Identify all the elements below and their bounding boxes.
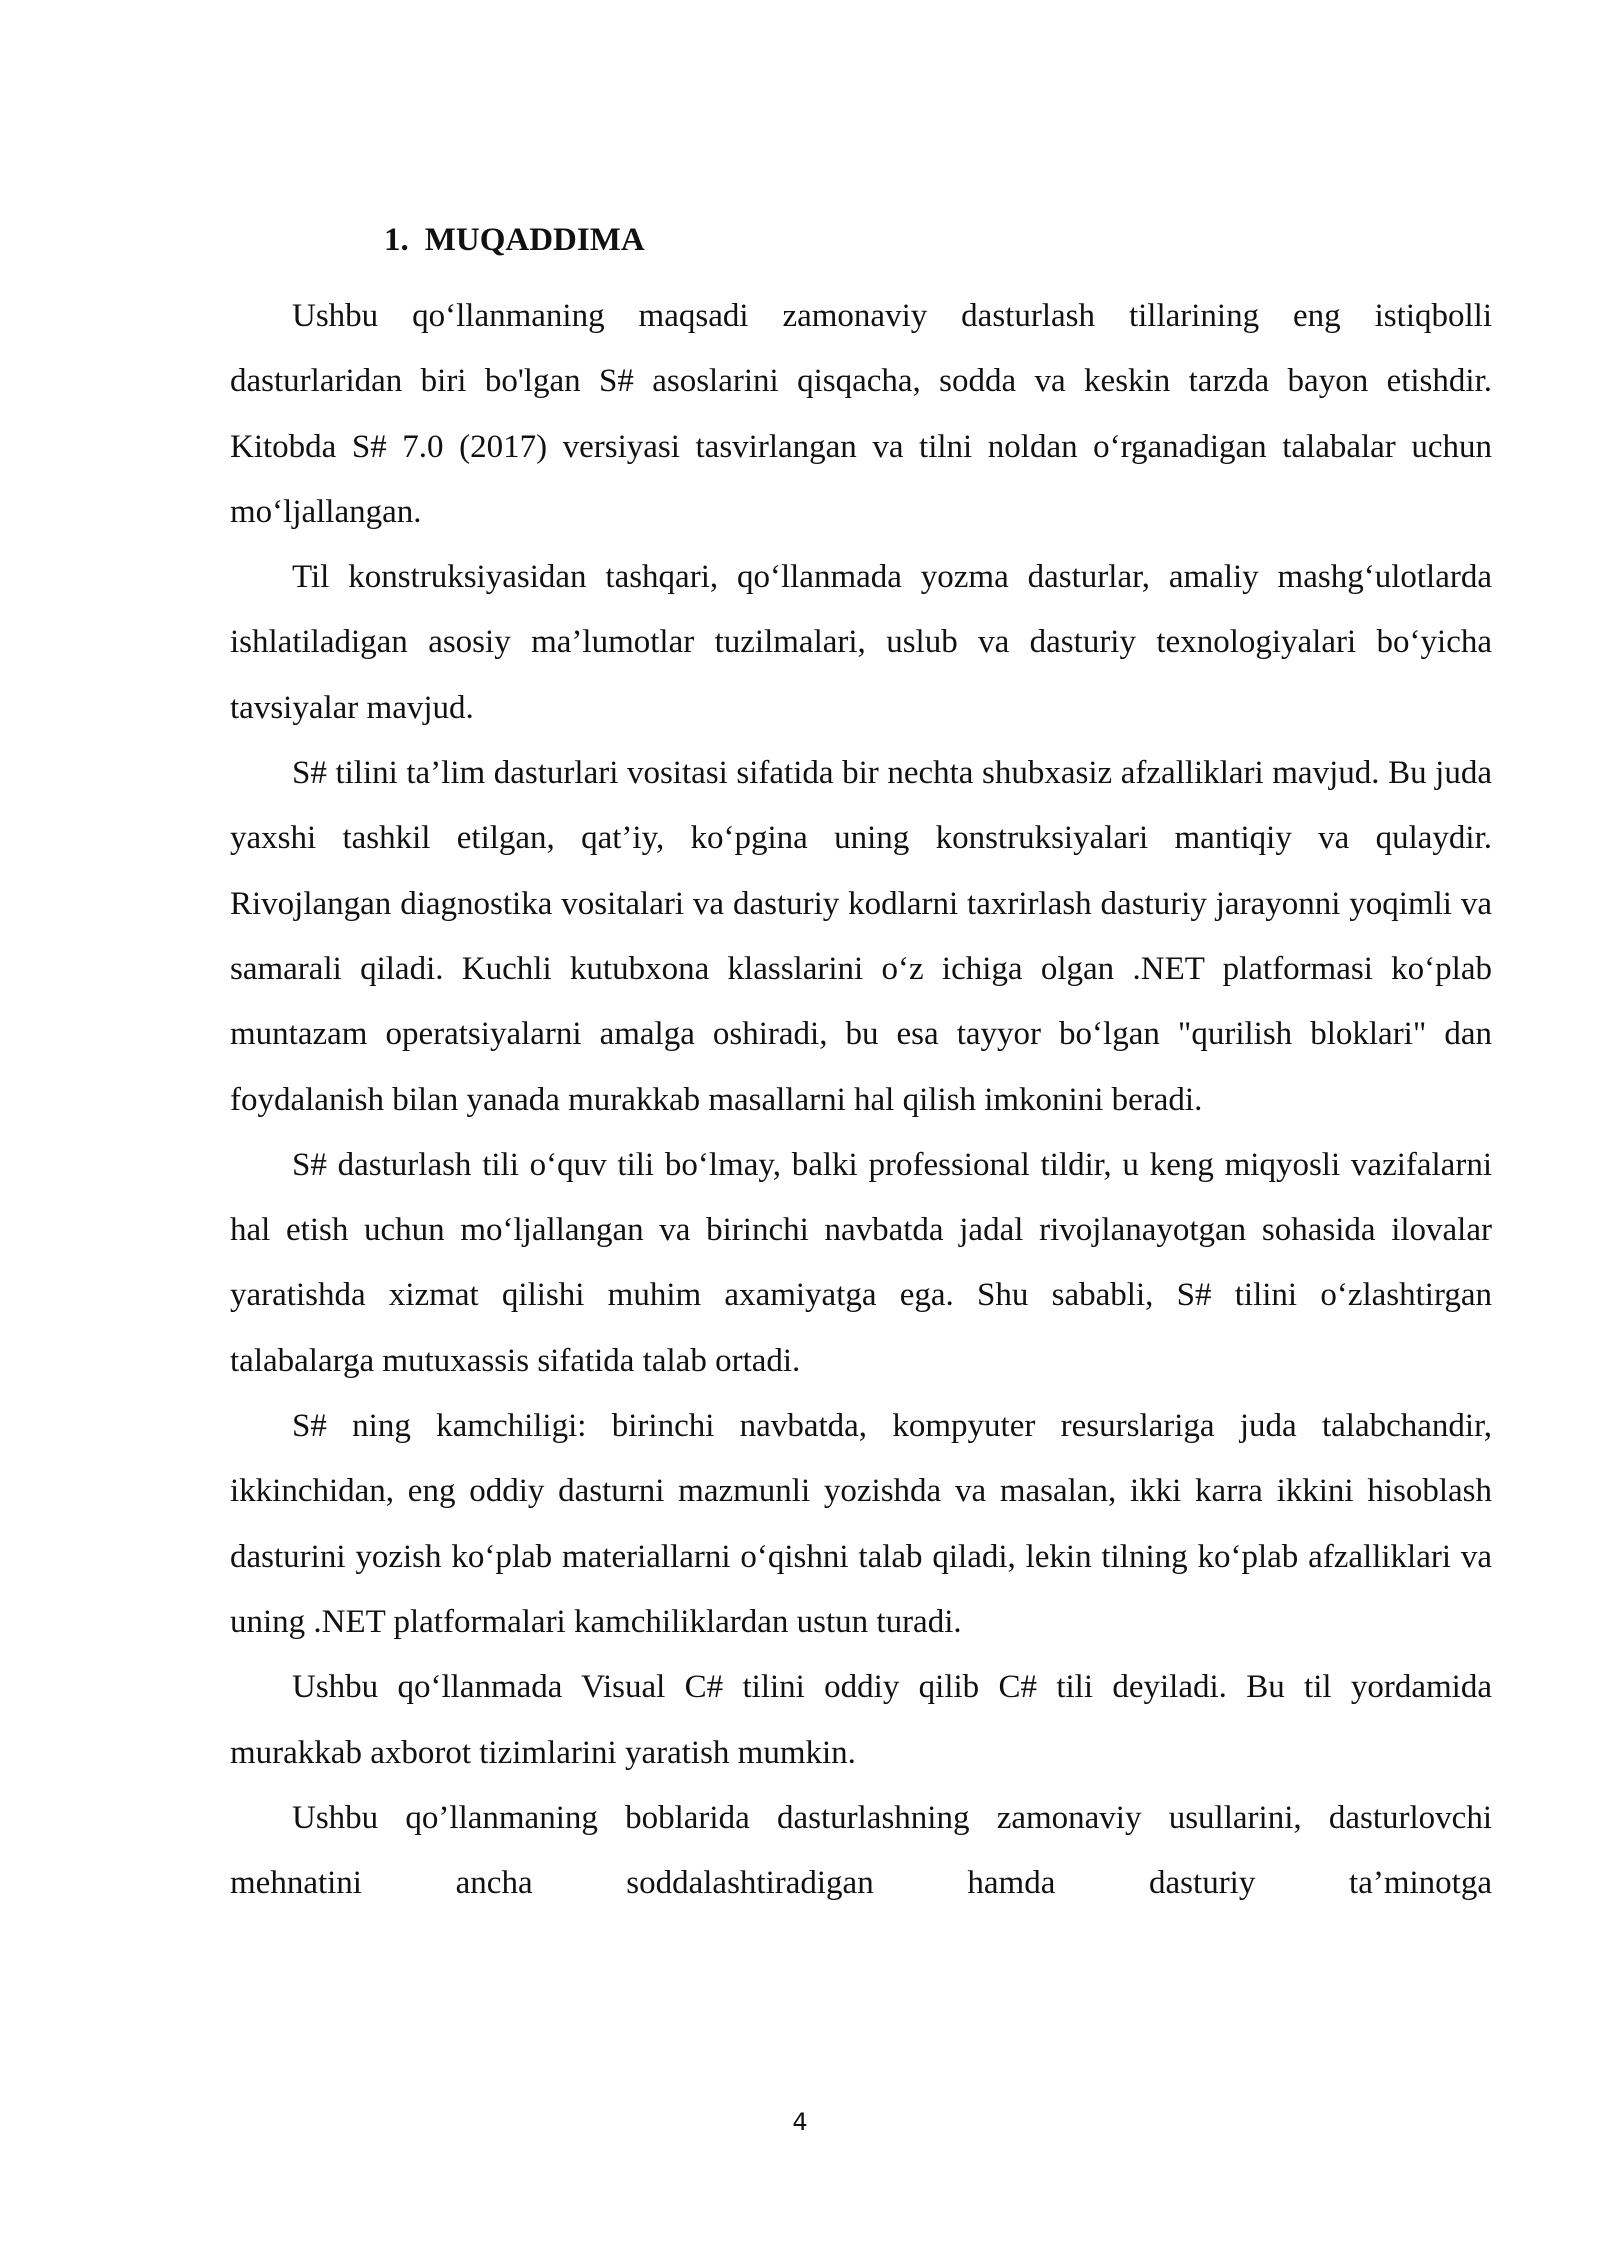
paragraph-drawbacks: S# ning kamchiligi: birinchi navbatda, kompyuter resurslariga juda talabchandir, ikkinchidan, eng oddiy dasturni mazmunli yozishda va masalan, ikki karra ikkini hisoblash dasturini yozish ko‘plab materiallarni o‘qishni talab qiladi, lekin tilning ko‘plab afzalliklari va uning .NET platformalari kamchiliklardan ustun turadi.	[230, 1408, 1492, 1640]
section-heading	[384, 216, 645, 264]
section-title: MUQADDIMA	[424, 222, 645, 258]
paragraph-professional: S# dasturlash tili o‘quv tili bo‘lmay, balki professional tildir, u keng miqyosli vazifalarni hal etish uchun mo‘ljallangan va birinchi navbatda jadal rivojlanayotgan sohasida ilovalar yaratishda xizmat qilishi muhim axamiyatga ega. Shu sababli, S# tilini o‘zlashtirgan talabalarga mutuxassis sifatida talab ortadi.	[230, 1146, 1492, 1379]
section-number: 1.	[384, 222, 409, 258]
paragraph-purpose: Ushbu qo‘llanmaning maqsadi zamonaviy dasturlash tillarining eng istiqbolli dasturlaridan biri bo'lgan S# asoslarini qisqacha, sodda va keskin tarzda bayon etishdir. Kitobda S# 7.0 (2017) versiyasi tasvirlangan va tilni noldan o‘rganadigan talabalar uchun mo‘ljallangan.	[230, 298, 1492, 530]
paragraph-chapters: Ushbu qo’llanmaning boblarida dasturlashning zamonaviy usullarini, dasturlovchi mehnatini ancha soddalashtiradigan hamda dasturiy ta’minotga	[230, 1799, 1492, 1902]
paragraph-visual-csharp: Ushbu qo‘llanmada Visual C# tilini oddiy qilib C# tili deyiladi. Bu til yordamida murakkab axborot tizimlarini yaratish mumkin.	[230, 1669, 1492, 1771]
paragraph-content: Til konstruksiyasidan tashqari, qo‘llanmada yozma dasturlar, amaliy mashg‘ulotlarda ishlatiladigan asosiy ma’lumotlar tuzilmalari, uslub va dasturiy texnologiyalari bo‘yicha tavsiyalar mavjud.	[230, 559, 1492, 726]
body-text	[230, 284, 1492, 1916]
page-number: 4	[792, 2108, 808, 2136]
paragraph-advantages: S# tilini ta’lim dasturlari vositasi sifatida bir nechta shubxasiz afzalliklari mavjud. Bu juda yaxshi tashkil etilgan, qat’iy, ko‘pgina uning konstruksiyalari mantiqiy va qulaydir. Rivojlangan diagnostika vositalari va dasturiy kodlarni taxrirlash dasturiy jarayonni yoqimli va samarali qiladi. Kuchli kutubxona klasslarini o‘z ichiga olgan .NET platformasi ko‘plab muntazam operatsiyalarni amalga oshiradi, bu esa tayyor bo‘lgan "qurilish bloklari" dan foydalanish bilan yanada murakkab masallarni hal qilish imkonini beradi.	[230, 755, 1492, 1118]
